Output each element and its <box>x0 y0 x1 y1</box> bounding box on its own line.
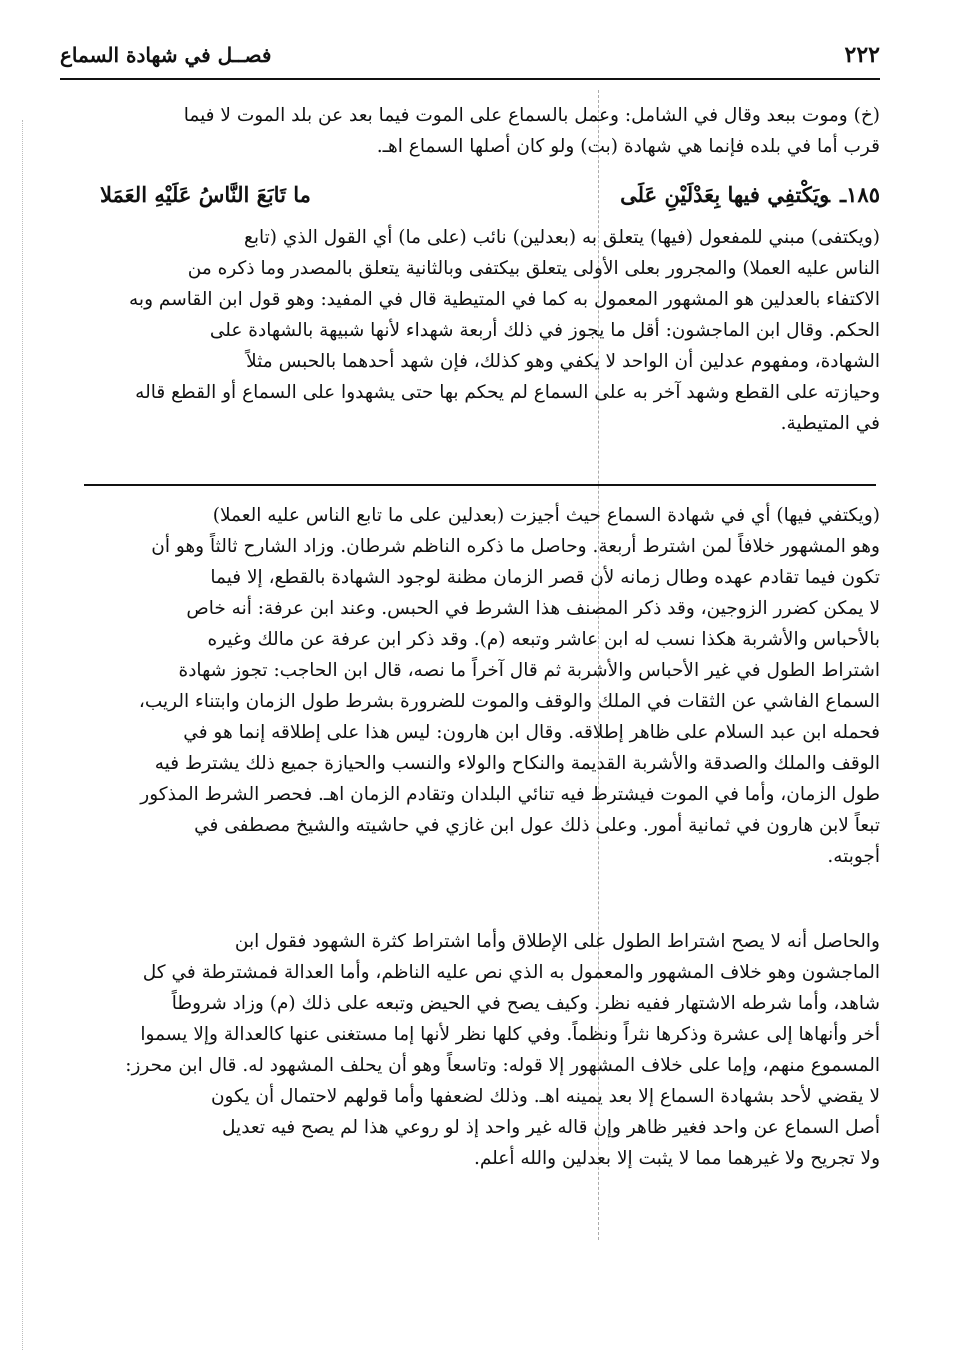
verse-first-half <box>620 182 880 207</box>
section-divider <box>84 484 876 486</box>
text-line: فحمله ابن عبد السلام على ظاهر إطلاقه. وقال ابن هارون: ليس هذا على إطلاقه إنما هو في <box>183 722 880 743</box>
text-line: لا يمكن كضرر الزوجين، وقد ذكر المصنف هذا الشرط في الحبس. وعند ابن عرفة: أنه خاص <box>186 598 880 619</box>
top-note <box>72 100 880 162</box>
chapter-title: فصــل في شهادة السماع <box>60 43 272 67</box>
page-header <box>60 32 880 80</box>
commentary-block-2 <box>72 500 880 872</box>
text-line: (ويكتفي فيها) أي في شهادة السماع حيث أجيزت (بعدلين على ما تابع الناس عليه العملا) <box>212 505 880 526</box>
verse-second-hemistich: ما تَابَعَ النَّاسُ عَلَيْهِ العَمَلا <box>100 182 311 207</box>
text-line: المسموع منهم، وإما على خلاف المشهور إلا قوله: وتاسعاً وهو أن يحلف المشهود له. قال ابن محرز: <box>125 1055 880 1076</box>
text-line: ولا تجريح ولا غيرهما مما لا يثبت إلا بعدلين والله أعلم. <box>473 1148 880 1169</box>
text-line: الحكم. وقال ابن الماجشون: أقل ما يجوز في ذلك أربعة شهداء لأنها شبيهة بالشهادة على <box>209 320 880 341</box>
text-line: (ويكتفى) مبني للمفعول (فيها) يتعلق به (بعدلين) نائب (على ما) أي القول الذي (تابع <box>244 227 880 248</box>
text-line: وهو المشهور خلافاً لمن اشترط أربعة. وحاصل ما ذكره الناظم شرطان. وزاد الشارح ثالثاً وهو أن <box>151 536 880 557</box>
text-line: طول الزمان، وأما في الموت فيشترط فيه تنائي البلدان وتقادم الزمان اهـ. فحصر الشرط المذكور <box>140 784 880 805</box>
text-line: أصل السماع عن واحد فغير ظاهر وإن قاله غير واحد إذ لو روعي هذا لم يصح فيه تعديل <box>222 1117 880 1138</box>
verse-number: ١٨٥ـ <box>840 182 880 207</box>
page-number: ٢٢٢ <box>844 42 880 68</box>
text-line: شاهد، وأما شرطه الاشتهار ففيه نظر. وكيف يصح في الحيض وتبعه على ذلك (م) وزاد شروطاً <box>171 993 880 1014</box>
text-line: الناس عليه العملا) والمجرور بعلى الأولى يتعلق بيكتفى وبالثانية يتعلق بالمصدر وما ذكره من <box>187 258 880 279</box>
text-line: في المتيطية. <box>780 413 880 434</box>
text-line: بالأحباس والأشربة هكذا نسب له ابن عاشر وتبعه (م). وقد ذكر ابن عرفة عن مالك وغيره <box>207 629 880 650</box>
text-line: أخر وأنهاها إلى عشرة وذكرها نثراً ونظماً. وفي كلها نظر لأنها إما مستغنى عنها كالعدالة وإلا يسموا <box>140 1024 880 1045</box>
text-line: الاكتفاء بالعدلين هو المشهور المعمول به كما في المتيطية قال في المفيد: وهو قول ابن القاسم وبه <box>129 289 880 310</box>
text-line: تبعاً لابن هارون في ثمانية أمور. وعلى ذلك عول ابن غازي في حاشيته والشيخ مصطفى في <box>194 815 880 836</box>
text-line: الشهادة، ومفهوم عدلين أن الواحد لا يكفي وهو كذلك، فإن شهد أحدهما بالحبس مثلاً <box>246 351 880 372</box>
text-line: قرب أما في بلده فإنما هي شهادة (بت) ولو كان أصلها السماع اهـ. <box>376 136 880 157</box>
margin-guide <box>22 120 23 1350</box>
text-line: أجوبته. <box>827 846 880 867</box>
commentary-block-3 <box>72 926 880 1174</box>
verse-first-hemistich: ويَكْتفِي فيها بِعَدْلَيْنِ عَلَى <box>620 182 830 207</box>
text-line: لا يقضي لأحد بشهادة السماع إلا بعد يمينه اهـ. وذلك لضعفها وأما قولهم لاحتمال أن يكون <box>210 1086 880 1107</box>
text-line: تكون فيما تقادم عهده وطال زمانه لأن قصر الزمان مظنة لوجود الشهادة بالقطع، إلا فيما <box>210 567 880 588</box>
text-line: والحاصل أنه لا يصح اشتراط الطول على الإطلاق وأما اشتراط كثرة الشهود فقول ابن <box>234 931 880 952</box>
text-line: الوقف والملك والصدقة والأشربة القديمة والنكاح والولاء والنسب والحيازة جميع ذلك يشترط فيه <box>154 753 880 774</box>
text-line: اشتراط الطول في غير الأحباس والأشربة ثم قال آخراً ما نصه، قال ابن الحاجب: تجوز شهادة <box>178 660 880 681</box>
text-line: السماع الفاشي عن الثقات في الملك والوقف والموت للضرورة بشرط طول الزمان وابتناء الريب، <box>138 691 880 712</box>
text-line: الماجشون وهو خلاف المشهور والمعمول به الذي نص عليه الناظم، وأما العدالة فمشترطة في كل <box>142 962 880 983</box>
poem-verse <box>100 182 880 207</box>
text-line: (خ) وموت ببعد وقال في الشامل: وعمل بالسماع على الموت فيما بعد عن بلد الموت لا فيما <box>183 105 880 126</box>
text-line: وحيازته على القطع وشهد آخر به على السماع لم يحكم بها حتى يشهدوا على السماع أو القطع قاله <box>135 382 880 403</box>
commentary-block-1 <box>72 222 880 439</box>
